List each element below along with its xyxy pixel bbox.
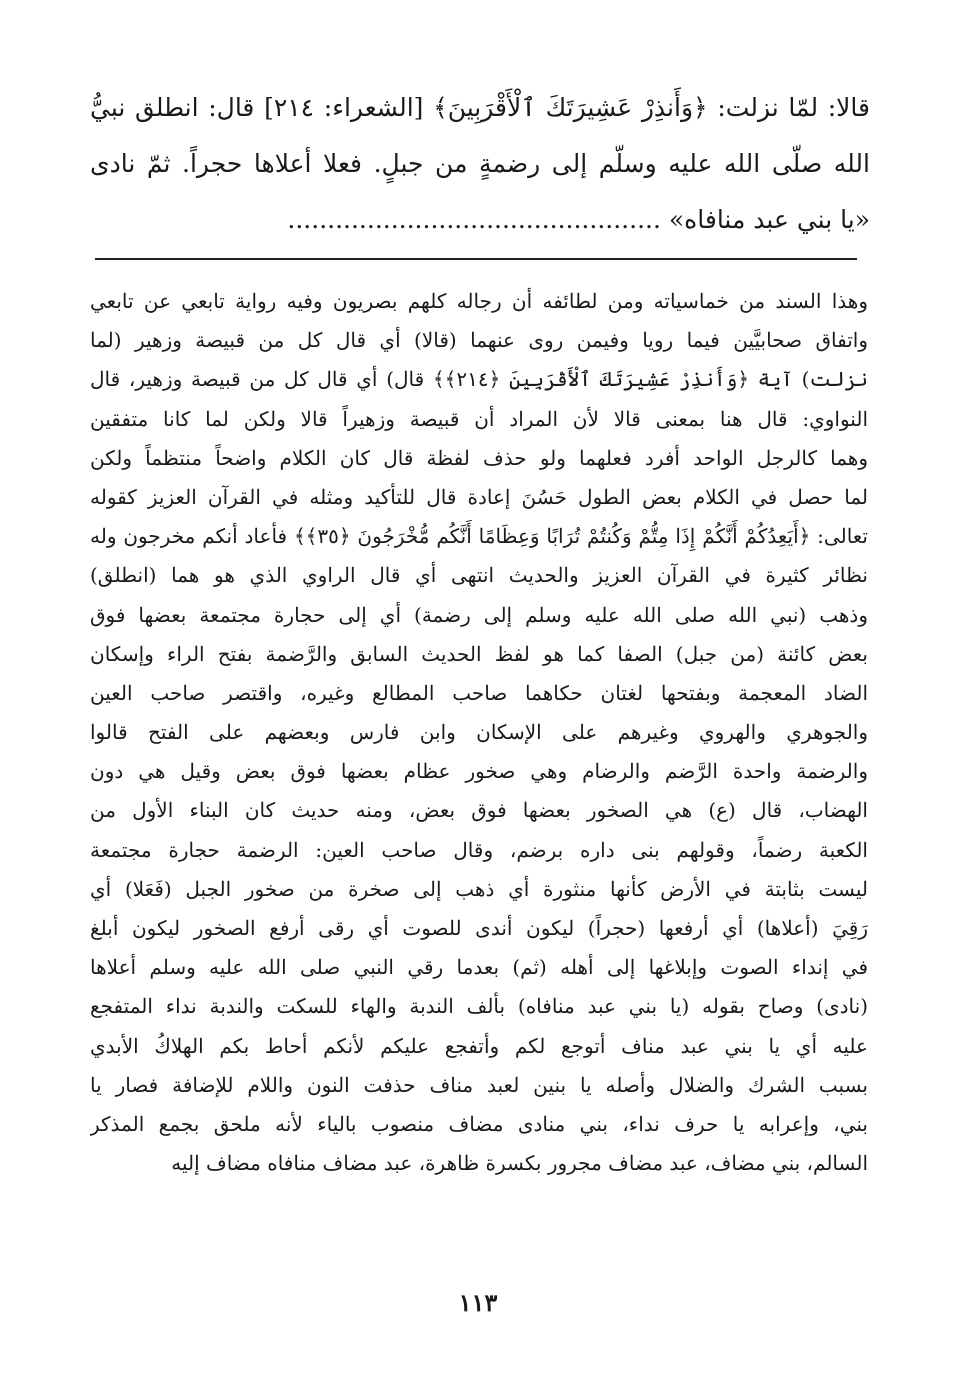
commentary-line: الهضاب، قال (ع) هي الصخور بعضها فوق بعض، ومنه حديث كان البناء الأول من	[90, 798, 868, 823]
commentary-line: ليست بثابتة في الأرض كأنها منثورة أي ذهب إلى صخرة من صخور الجبل (فَعَلا) أي	[90, 876, 868, 901]
commentary-line: عليه أي يا بني عبد مناف أتوجع لكم وأتفجع عليكم لأنكم أحاط بكم الهلاكُ الأبدي	[90, 1033, 868, 1058]
commentary-line: نظائر كثيرة في القرآن العزيز والحديث انتهى أي قال الراوي الذي هو هما (انطلق)	[90, 563, 868, 588]
commentary-line: وهذا السند من خماسياته ومن لطائفه أن رجاله كلهم بصريون وفيه رواية تابعي عن تابعي	[90, 289, 868, 313]
hadith-line: قالا: لمّا نزلت: ﴿وَأَنذِرْ عَشِيرَتَكَ ٱلْأَقْرَبِينَ﴾ [الشعراء: ٢١٤] قال: انطلق نبيُّ	[90, 93, 870, 122]
commentary-line: بعض كائنة (من جبل) الصفا كما هو لفظ الحديث السابق والرَّضمة بفتح الراء وإسكان	[90, 641, 868, 666]
commentary-line: نزلت) آية ﴿وَأَنذِرْ عَشِيرَتَكَ ٱلْأَقْرَبِينَ ﴿٢١٤﴾﴾ قال) أي قال كل من قبيصة وزهير، قال	[90, 367, 868, 392]
commentary-line: الضاد المعجمة وبفتحها لغتان حكاهما صاحب المطالع وغيره، واقتصر صاحب العين	[90, 680, 868, 705]
commentary-line: تعالى: ﴿أَيَعِدُكُمْ أَنَّكُمْ إِذَا مِتُّمْ وَكُنتُمْ تُرَابًا وَعِظَامًا أَنَّكُم مُّخْرَجُونَ ﴿٣٥﴾﴾ فأعاد أنكم مخرجون وله	[90, 524, 868, 549]
commentary-line: السالم، بني مضاف، عبد مضاف مجرور بكسرة ظاهرة، عبد مضاف منافاه مضاف إليه	[171, 1151, 868, 1176]
commentary-line: واتفاق صحابيَّين فيما رويا وفيمن روى عنهما (قالا) أي قال كل من قبيصة وزهير (لما	[90, 328, 868, 353]
commentary-line: وذهب (نبي الله صلى الله عليه وسلم إلى رضمة) أي إلى حجارة مجتمعة بعضها فوق	[90, 602, 868, 627]
commentary-line: (نادى) وصاح بقوله (يا بني عبد منافاه) بألف الندبة والهاء للسكت والندبة نداء المتفجع	[90, 994, 868, 1019]
commentary-line: والجوهري والهروي وغيرهم على الإسكان وابن فارس وبعضهم على الفتح قالوا	[90, 720, 868, 745]
hadith-line: «يا بني عبد منافاه» ...............................................	[287, 205, 870, 234]
commentary-line: وهما كالرجل الواحد أفرد فعلهما ولو حذف لفظة قال كان الكلام واضحاً منتظماً ولكن	[90, 445, 868, 470]
commentary-line: الكعبة رضماً، وقولهم بنى داره برضم، وقال صاحب العين: الرضمة حجارة مجتمعة	[90, 837, 868, 862]
commentary-line: رَقِيَ (أعلاها) أي أرفعها (حجراً) ليكون أندى للصوت أي رقى أرفع الصخور ليكون أبلغ	[90, 916, 868, 940]
commentary-line: النواوي: قال هنا بمعنى قالا لأن المراد أن قبيصة وزهيراً قالا ولكن لما كانا متفقين	[90, 406, 868, 431]
hadith-line: الله صلّى الله عليه وسلّم إلى رضمةٍ من جبلٍ. فعلا أعلاها حجراً. ثمّ نادى	[90, 149, 870, 178]
commentary-line: بني، وإعرابه يا حرف نداء، بني منادى مضاف منصوب بالياء لأنه ملحق بجمع المذكر	[90, 1111, 868, 1136]
hadith-text	[90, 80, 870, 248]
commentary-line: بسبب الشرك والضلال وأصله يا بنين لعبد مناف حذفت النون واللام للإضافة فصار يا	[90, 1072, 868, 1097]
page-number: ١١٣	[458, 1288, 498, 1317]
separator-rule	[95, 258, 857, 260]
commentary-line: والرضمة واحدة الرَّضم والرضام وهي صخور عظام بعضها فوق بعض وقيل هي دون	[90, 759, 868, 784]
commentary-line: في إنداء الصوت وإبلاغها إلى أهله (ثم) بعدما رقي النبي صلى الله عليه وسلم أعلاها	[90, 955, 868, 980]
commentary-text	[90, 282, 868, 1183]
commentary-line: لما حصل في الكلام بعض الطول حَسُنَ إعادة قال للتأكيد ومثله في القرآن العزيز كقوله	[90, 484, 868, 509]
